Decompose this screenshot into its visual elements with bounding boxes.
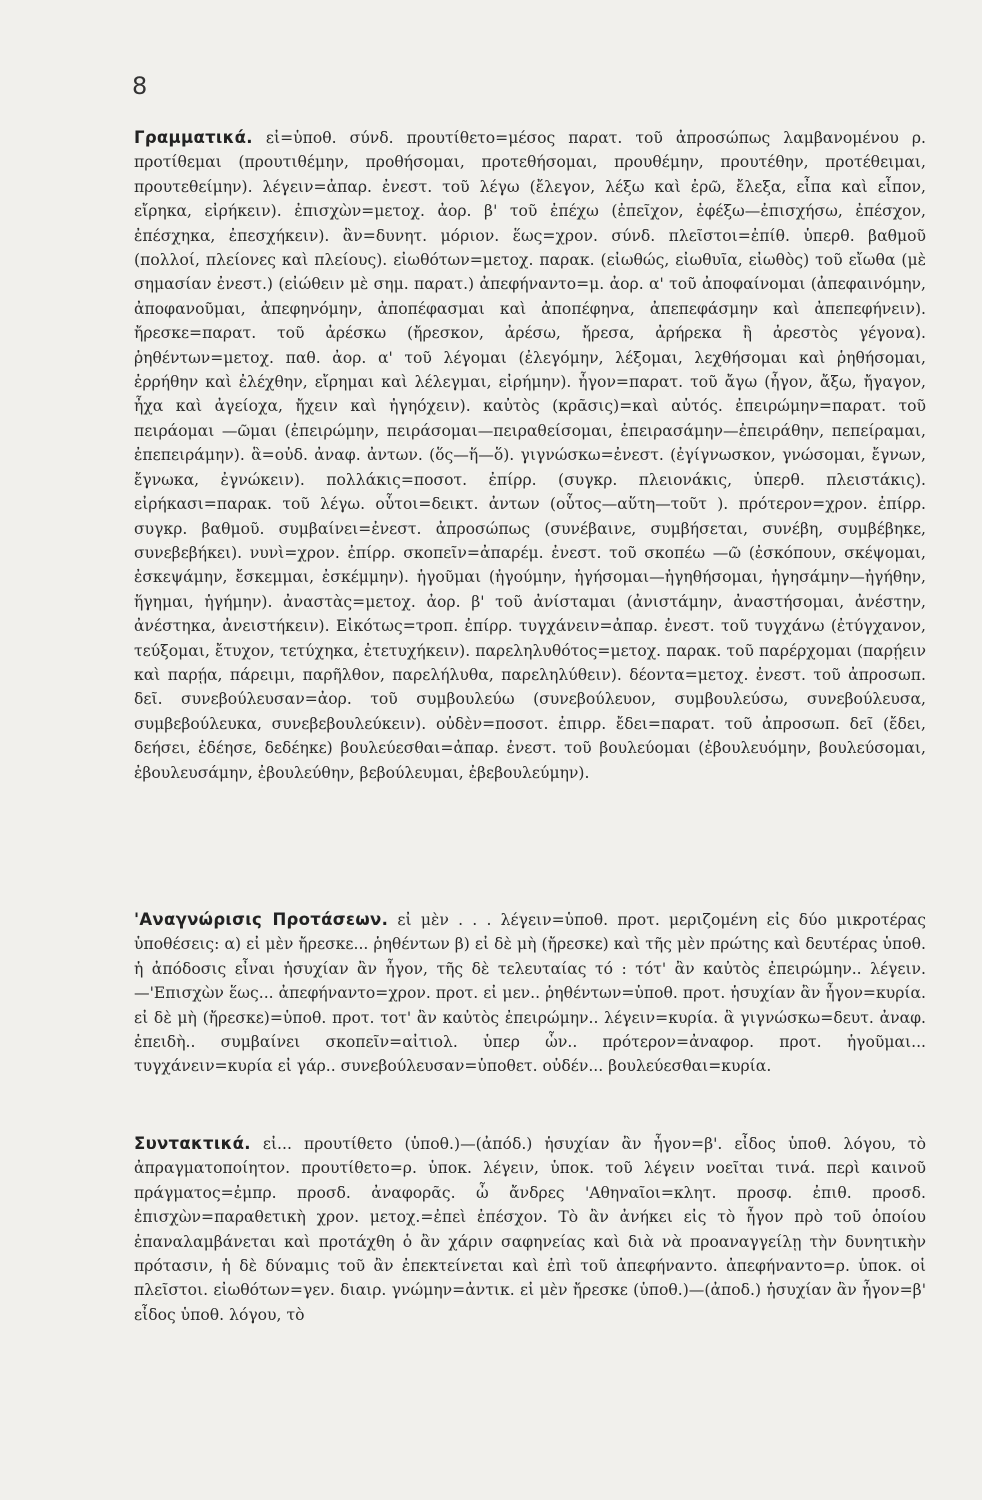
section-heading: Συντακτικά. xyxy=(134,1134,251,1153)
section-clause-recognition xyxy=(134,908,926,1128)
section-heading: Γραμματικά. xyxy=(134,128,253,147)
section-heading: 'Αναγνώρισις Προτάσεων. xyxy=(134,910,389,929)
section-syntax xyxy=(134,1132,926,1362)
page-number: 8 xyxy=(132,72,148,100)
section-body: εἰ μὲν . . . λέγειν=ὑποθ. προτ. μεριζομένη εἰς δύο μικροτέρας ὑποθέσεις: α) εἰ μὲν ἤρεσκε... ῥηθέντων β) εἰ δὲ μὴ (ἤρεσκε) καὶ τῆς μὲν πρώτης καὶ δευτέρας ὑποθ. ἡ ἀπόδοσις εἶναι ἡσυχίαν ἂν ἦγον, τῆς δὲ τελευταίας τό : τότ' ἂν καὐτὸς ἐπειρώμην.. λέγειν.—'Επισχὼν ἕως... ἀπεφήναντο=χρον. προτ. εἰ μεν.. ῥηθέντων=ὑποθ. προτ. ἡσυχίαν ἂν ἦγον=κυρία. εἰ δὲ μὴ (ἤρεσκε)=ὑποθ. προτ. τοτ' ἂν καὐτὸς ἐπειρώμην.. λέγειν=κυρία. ἃ γιγνώσκω=δευτ. ἀναφ. ἐπειδὴ.. συμβαίνει σκοπεῖν=αἰτιολ. ὑπερ ὧν.. πρότερον=ἀναφορ. προτ. ἡγοῦμαι... τυγχάνειν=κυρία εἰ γάρ.. συνεβούλευσαν=ὑποθετ. οὐδέν... βουλεύεσθαι=κυρία. xyxy=(134,911,926,1076)
clause-paragraph xyxy=(134,908,926,1079)
syntax-paragraph xyxy=(134,1132,926,1327)
grammar-paragraph xyxy=(134,126,926,785)
section-body: εἰ=ὑποθ. σύνδ. προυτίθετο=μέσος παρατ. τοῦ ἀπροσώπως λαμβανομένου ρ. προτίθεμαι (προυτιθέμην, προθήσομαι, προτεθήσομαι, προυθέμην, προυτέθην, προτέθειμαι, προυτεθείμην). λέγειν=ἀπαρ. ἐνεστ. τοῦ λέγω (ἔλεγον, λέξω καὶ ἐρῶ, ἔλεξα, εἶπα καὶ εἶπον, εἴρηκα, εἰρήκειν). ἐπισχὼν=μετοχ. ἀορ. β' τοῦ ἐπέχω (ἐπεῖχον, ἐφέξω—ἐπισχήσω, ἐπέσχον, ἐπέσχηκα, ἐπεσχήκειν). ἂν=δυνητ. μόριον. ἕως=χρον. σύνδ. πλεῖστοι=ἐπίθ. ὑπερθ. βαθμοῦ (πολλοί, πλείονες καὶ πλείους). εἰωθότων=μετοχ. παρακ. (εἰωθώς, εἰωθυῖα, εἰωθὸς) τοῦ εἴωθα (μὲ σημασίαν ἐνεστ.) (εἰώθειν μὲ σημ. παρατ.) ἀπεφήναντο=μ. ἀορ. α' τοῦ ἀποφαίνομαι (ἀπεφαινόμην, ἀποφανοῦμαι, ἀπεφηνόμην, ἀποπέφασμαι καὶ ἀποπέφηνα, ἀπεπεφάσμην καὶ ἀπεπεφήνειν). ἤρεσκε=παρατ. τοῦ ἀρέσκω (ἤρεσκον, ἀρέσω, ἤρεσα, ἀρήρεκα ἢ ἀρεστὸς γέγονα). ῥηθέντων=μετοχ. παθ. ἀορ. α' τοῦ λέγομαι (ἐλεγόμην, λέξομαι, λεχθήσομαι καὶ ῥηθήσομαι, ἐρρήθην καὶ ἐλέχθην, εἴρημαι καὶ λέλεγμαι, εἰρήμην). ἦγον=παρατ. τοῦ ἄγω (ἦγον, ἄξω, ἤγαγον, ἦχα καὶ ἀγείοχα, ἤχειν καὶ ἠγηόχειν). καὐτὸς (κρᾶσις)=καὶ αὐτός. ἐπειρώμην=παρατ. τοῦ πειράομαι —ῶμαι (ἐπειρώμην, πειράσομαι—πειραθείσομαι, ἐπειρασάμην—ἐπειράθην, πεπείραμαι, ἐπεπειράμην). ἃ=οὐδ. ἀναφ. ἀντων. (ὅς—ἥ—ὅ). γιγνώσκω=ἐνεστ. (ἐγίγνωσκον, γνώσομαι, ἔγνων, ἔγνωκα, ἐγνώκειν). πολλάκις=ποσοτ. ἐπίρρ. (συγκρ. πλειονάκις, ὑπερθ. πλειστάκις). εἰρήκασι=παρακ. τοῦ λέγω. οὗτοι=δεικτ. ἀντων (οὗτος—αὕτη—τοῦτ ). πρότερον=χρον. ἐπίρρ. συγκρ. βαθμοῦ. συμβαίνει=ἐνεστ. ἀπροσώπως (συνέβαινε, συμβήσεται, συνέβη, συμβέβηκε, συνεβεβήκει). νυνὶ=χρον. ἐπίρρ. σκοπεῖν=ἀπαρέμ. ἐνεστ. τοῦ σκοπέω —ῶ (ἐσκόπουν, σκέψομαι, ἐσκεψάμην, ἔσκεμμαι, ἐσκέμμην). ἡγοῦμαι (ἡγούμην, ἡγήσομαι—ἡγηθήσομαι, ἡγησάμην—ἠγήθην, ἥγημαι, ἡγήμην). ἀναστὰς=μετοχ. ἀορ. β' τοῦ ἀνίσταμαι (ἀνιστάμην, ἀναστήσομαι, ἀνέστην, ἀνέστηκα, ἀνειστήκειν). Εἰκότως=τροπ. ἐπίρρ. τυγχάνειν=ἀπαρ. ἐνεστ. τοῦ τυγχάνω (ἐτύγχανον, τεύξομαι, ἔτυχον, τετύχηκα, ἐτετυχήκειν). παρεληλυθότος=μετοχ. παρακ. τοῦ παρέρχομαι (παρῄειν καὶ παρῄα, πάρειμι, παρῆλθον, παρελήλυθα, παρεληλύθειν). δέοντα=μετοχ. ἐνεστ. τοῦ ἀπροσωπ. δεῖ. συνεβούλευσαν=ἀορ. τοῦ συμβουλεύω (συνεβούλευον, συμβουλεύσω, συνεβούλευσα, συμβεβούλευκα, συνεβεβουλεύκειν). οὐδὲν=ποσοτ. ἐπιρρ. ἔδει=παρατ. τοῦ ἀπροσωπ. δεῖ (ἔδει, δεήσει, ἐδέησε, δεδέηκε) βουλεύεσθαι=ἀπαρ. ἐνεστ. τοῦ βουλεύομαι (ἐβουλευόμην, βουλεύσομαι, ἐβουλευσάμην, ἐβουλεύθην, βεβούλευμαι, ἐβεβουλεύμην). xyxy=(134,129,926,782)
section-body: εἰ... προυτίθετο (ὑποθ.)—(ἀπόδ.) ἡσυχίαν ἂν ἦγον=β'. εἶδος ὑποθ. λόγου, τὸ ἀπραγματοποίητον. προυτίθετο=ρ. ὑποκ. λέγειν, ὑποκ. τοῦ λέγειν νοεῖται τινά. περὶ καινοῦ πράγματος=ἐμπρ. προσδ. ἀναφορᾶς. ὦ ἄνδρες 'Αθηναῖοι=κλητ. προσφ. ἐπιθ. προσδ. ἐπισχὼν=παραθετικὴ χρον. μετοχ.=ἐπεὶ ἐπέσχον. Τὸ ἂν ἀνήκει εἰς τὸ ἦγον πρὸ τοῦ ὁποίου ἐπαναλαμβάνεται καὶ προτάχθη ὁ ἂν χάριν σαφηνείας καὶ διὰ νὰ προαναγγείλῃ τὴν δυνητικὴν πρότασιν, ἡ δὲ δύναμις τοῦ ἂν ἐπεκτείνεται καὶ ἐπὶ τοῦ ἀπεφήναντο. ἀπεφήναντο=ρ. ὑποκ. οἱ πλεῖστοι. εἰωθότων=γεν. διαιρ. γνώμην=ἀντικ. εἰ μὲν ἤρεσκε (ὑποθ.)—(ἀποδ.) ἡσυχίαν ἂν ἦγον=β' εἶδος ὑποθ. λόγου, τὸ xyxy=(134,1135,926,1324)
section-grammar xyxy=(134,126,926,896)
